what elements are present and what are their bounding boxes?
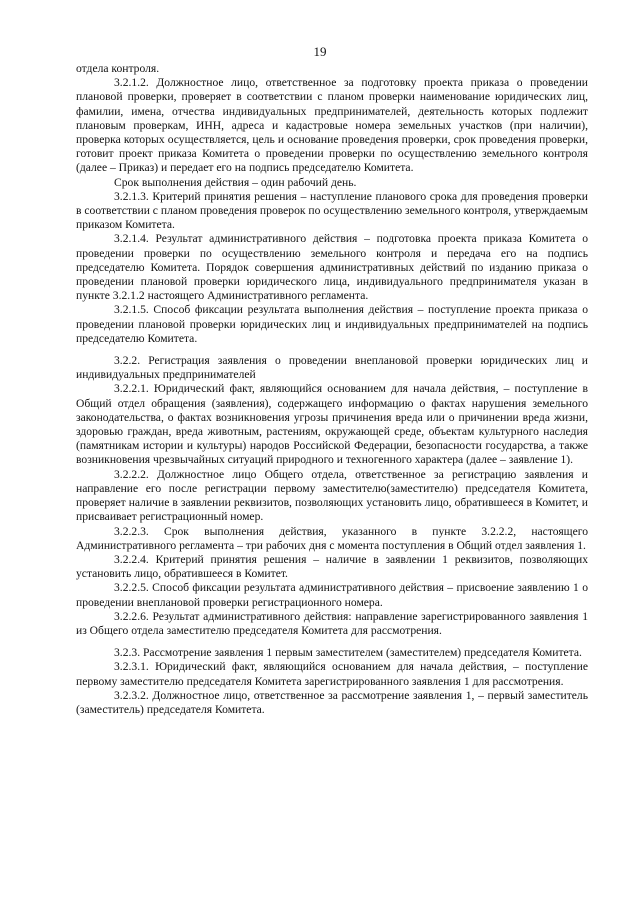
paragraph: 3.2.2.3. Срок выполнения действия, указанного в пункте 3.2.2.2, настоящего Административного регламента – три рабочих дня с момента поступления в Общий отдел заявления 1. <box>76 524 588 552</box>
paragraph: 3.2.1.2. Должностное лицо, ответственное за подготовку проекта приказа о проведении плановой проверки, проверяет в соответствии с планом проверки наименование юридических лиц, фамилии, имена, отчества индивидуальных предпринимателей, деятельность которых подлежит плановым проверкам, ИНН, адреса и кадастровые номера земельных участков (при наличии), проверка которых осуществляется, цель и основание проведения проверки, срок проведения проверки, готовит проект приказа Комитета о проведении проверки по осуществлению земельного контроля (далее – Приказ) и передает его на подпись председателю Комитета. <box>76 76 588 175</box>
paragraph: 3.2.3.1. Юридический факт, являющийся основанием для начала действия, – поступление первому заместителю председателя Комитета зарегистрированного заявления 1 для рассмотрения. <box>76 660 588 688</box>
paragraph: 3.2.2. Регистрация заявления о проведении внеплановой проверки юридических лиц и индивидуальных предпринимателей <box>76 354 588 382</box>
paragraph: Срок выполнения действия – один рабочий день. <box>114 175 357 189</box>
paragraph: 3.2.3. Рассмотрение заявления 1 первым заместителем (заместителем) председателя Комитета. <box>114 646 582 660</box>
paragraph: 3.2.1.4. Результат административного действия – подготовка проекта приказа Комитета о проведении проверки по осуществлению земельного контроля и передача его на подпись председателю Комитета. Порядок совершения административных действий по изданию приказа о проведении плановой проверки юридического лица, индивидуального предпринимателя указан в пункте 3.2.1.2 настоящего Административного регламента. <box>76 232 588 303</box>
paragraph: отдела контроля. <box>76 62 160 75</box>
paragraph: 3.2.1.5. Способ фиксации результата выполнения действия – поступление проекта приказа о проведении плановой проверки юридических лиц и индивидуальных предпринимателей на подпись председателю Комитета. <box>76 303 588 345</box>
document-body <box>76 62 588 717</box>
paragraph: 3.2.2.6. Результат административного действия: направление зарегистрированного заявления 1 из Общего отдела заместителю председателя Комитета для рассмотрения. <box>76 609 588 637</box>
paragraph: 3.2.2.4. Критерий принятия решения – наличие в заявлении 1 реквизитов, позволяющих установить лицо, обратившееся в Комитет. <box>76 552 588 581</box>
paragraph: 3.2.2.5. Способ фиксации результата административного действия – присвоение заявлению 1 о проведении внеплановой проверки регистрационного номера. <box>76 581 588 609</box>
paragraph: 3.2.2.1. Юридический факт, являющийся основанием для начала действия, – поступление в Общий отдел обращения (заявления), содержащего информацию о фактах нарушения земельного законодательства, о фактах возникновения угрозы причинения вреда или о причинении вреда жизни, здоровью граждан, вреда животным, растениям, окружающей среде, объектам культурного наследия (памятникам истории и культуры) народов Российской Федерации, безопасности государства, а также возникновения чрезвычайных ситуаций природного и техногенного характера (далее – заявление 1). <box>76 382 588 467</box>
page-number: 19 <box>313 44 327 59</box>
paragraph: 3.2.1.3. Критерий принятия решения – наступление планового срока для проведения проверки в соответствии с планом проведения проверок по осуществлению земельного контроля, утверждаемым приказом Комитета. <box>76 189 588 232</box>
paragraph: 3.2.2.2. Должностное лицо Общего отдела, ответственное за регистрацию заявления и направление его после регистрации первому заместителю(заместителю) председателя Комитета, проверяет наличие в заявлении реквизитов, позволяющих установить лицо, обратившееся в Комитет, и присваивает регистрационный номер. <box>76 467 588 524</box>
paragraph: 3.2.3.2. Должностное лицо, ответственное за рассмотрение заявления 1, – первый заместитель (заместитель) председателя Комитета. <box>76 688 588 716</box>
